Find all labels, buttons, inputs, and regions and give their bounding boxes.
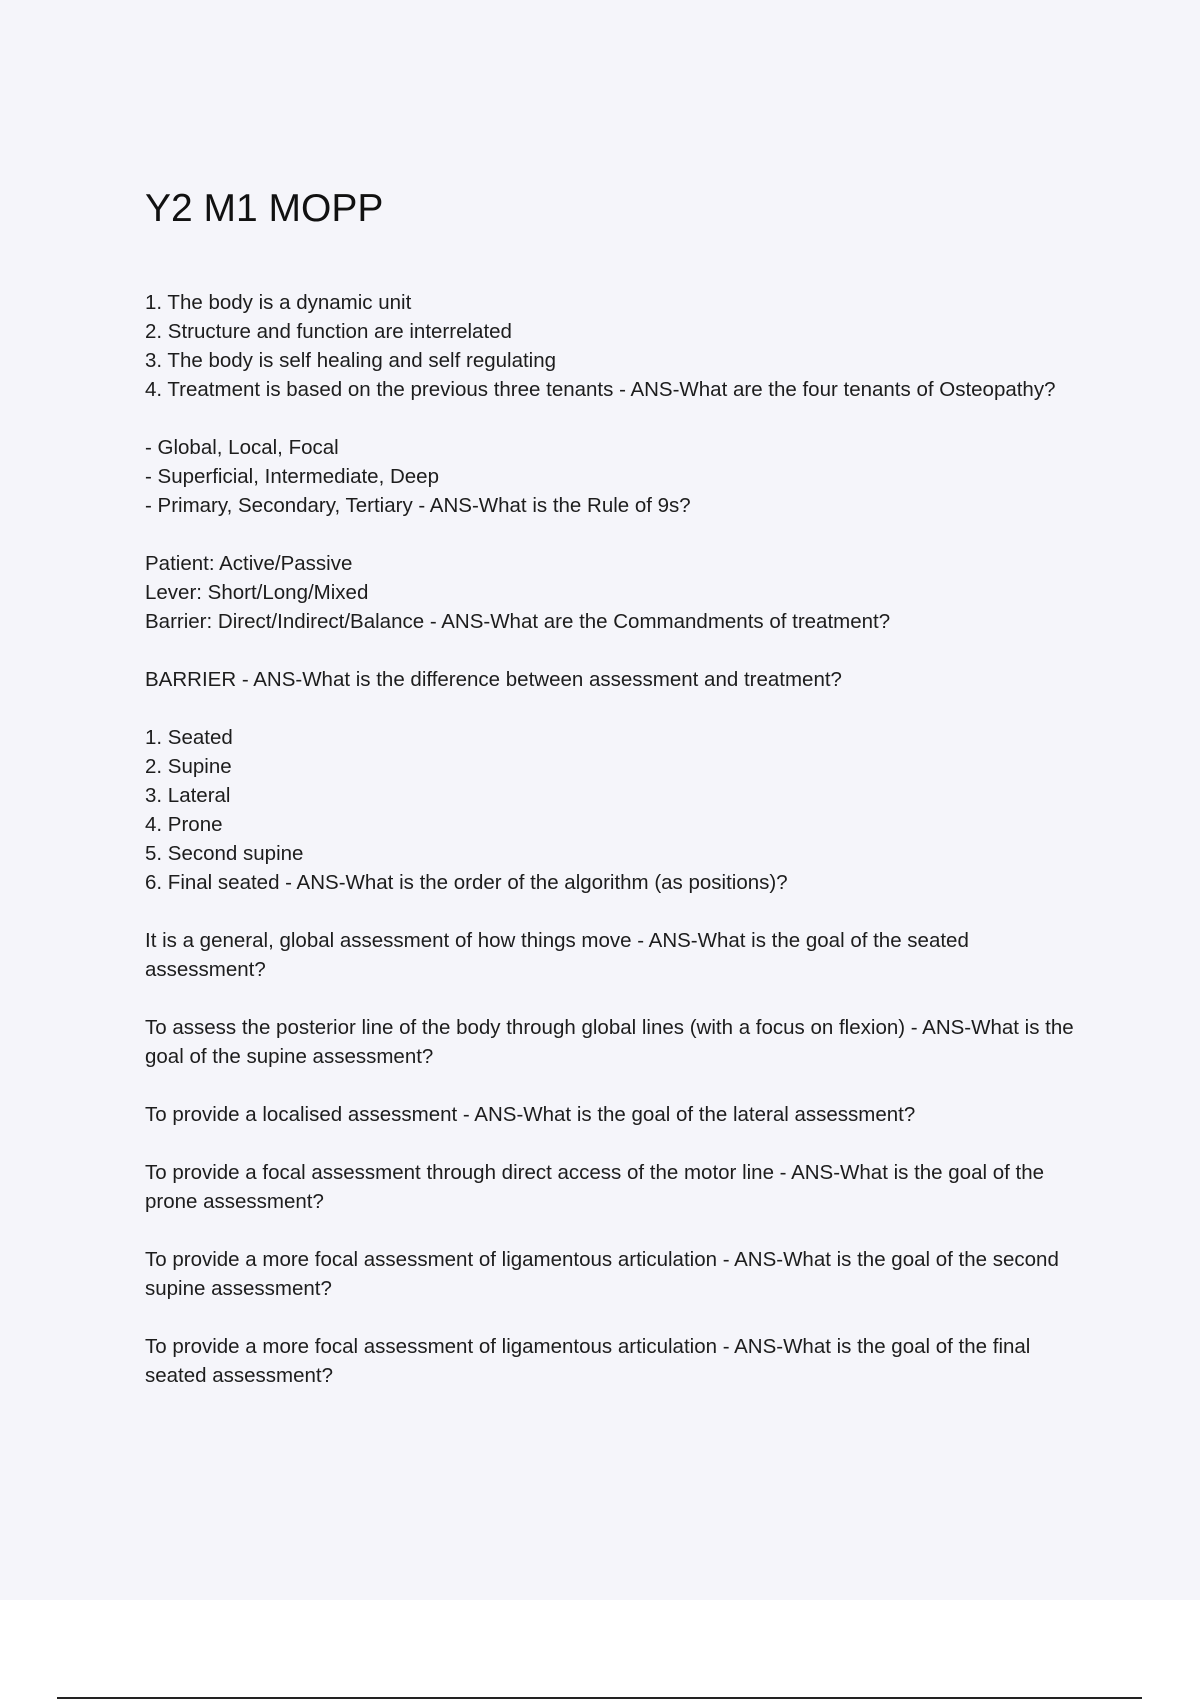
text-line: - Global, Local, Focal [145, 436, 339, 459]
text-line: 3. Lateral [145, 784, 231, 807]
text-line: To provide a more focal assessment of ligamentous articulation - ANS-What is the goal of the final seated assessment? [145, 1335, 1031, 1387]
qa-block-rule-of-9s [145, 433, 1090, 520]
qa-block-commandments [145, 549, 1090, 636]
text-line: 6. Final seated - ANS-What is the order of the algorithm (as positions)? [145, 871, 788, 894]
text-line: - Primary, Secondary, Tertiary - ANS-What is the Rule of 9s? [145, 494, 691, 517]
text-line: To provide a more focal assessment of ligamentous articulation - ANS-What is the goal of the second supine assessment? [145, 1248, 1059, 1300]
document-title: Y2 M1 MOPP [145, 187, 384, 230]
text-line: 3. The body is self healing and self regulating [145, 349, 557, 372]
qa-block-barrier [145, 665, 1090, 694]
text-line: To provide a localised assessment - ANS-What is the goal of the lateral assessment? [145, 1103, 916, 1126]
text-line: 1. The body is a dynamic unit [145, 291, 412, 314]
text-line: Barrier: Direct/Indirect/Balance - ANS-What are the Commandments of treatment? [145, 610, 891, 633]
qa-block-lateral [145, 1100, 1090, 1129]
text-line: Lever: Short/Long/Mixed [145, 581, 369, 604]
qa-block-seated [145, 926, 1090, 984]
text-line: 1. Seated [145, 726, 233, 749]
qa-block-final-seated [145, 1332, 1090, 1390]
text-line: It is a general, global assessment of how things move - ANS-What is the goal of the seated assessment? [145, 929, 969, 981]
text-line: 2. Supine [145, 755, 232, 778]
text-line: To assess the posterior line of the body through global lines (with a focus on flexion) - ANS-What is the goal of the supine assessment? [145, 1016, 1074, 1068]
qa-block-prone [145, 1158, 1090, 1216]
qa-block-tenants [145, 288, 1090, 404]
qa-block-algorithm [145, 723, 1090, 897]
document-content [145, 180, 1090, 1419]
text-line: 5. Second supine [145, 842, 304, 865]
text-line: 2. Structure and function are interrelated [145, 320, 512, 343]
text-line: Patient: Active/Passive [145, 552, 353, 575]
qa-block-second-supine [145, 1245, 1090, 1303]
qa-block-supine [145, 1013, 1090, 1071]
text-line: BARRIER - ANS-What is the difference between assessment and treatment? [145, 668, 842, 691]
text-line: To provide a focal assessment through direct access of the motor line - ANS-What is the goal of the prone assessment? [145, 1161, 1045, 1213]
text-line: 4. Treatment is based on the previous three tenants - ANS-What are the four tenants of Osteopathy? [145, 378, 1056, 401]
footer-divider [57, 1697, 1142, 1699]
text-line: - Superficial, Intermediate, Deep [145, 465, 439, 488]
text-line: 4. Prone [145, 813, 223, 836]
